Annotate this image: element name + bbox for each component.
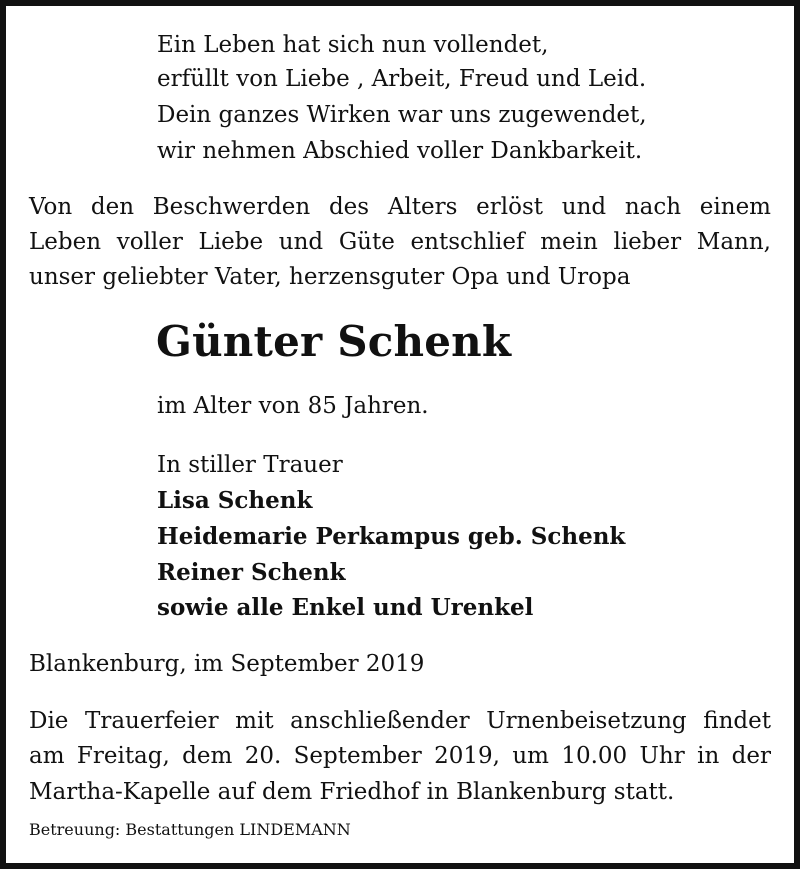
mourner-name: Reiner Schenk <box>157 559 346 586</box>
mourner-name: Lisa Schenk <box>157 487 313 514</box>
funeral-home-note: Betreuung: Bestattungen LINDEMANN <box>29 820 351 839</box>
place-date: Blankenburg, im September 2019 <box>29 651 425 677</box>
poem-line-3: Dein ganzes Wirken war uns zugewendet, <box>157 102 647 128</box>
age-line: im Alter von 85 Jahren. <box>157 393 429 419</box>
poem-line-4: wir nehmen Abschied voller Dankbarkeit. <box>157 138 643 164</box>
service-line-3: Martha-Kapelle auf dem Friedhof in Blankenburg statt. <box>29 779 675 805</box>
deceased-name: Günter Schenk <box>156 317 512 366</box>
mourner-name: sowie alle Enkel und Urenkel <box>157 594 534 621</box>
intro-line-1: Von den Beschwerden des Alters erlöst und nach einem <box>29 194 771 220</box>
mourner-name: Heidemarie Perkampus geb. Schenk <box>157 523 626 550</box>
poem-line-1: Ein Leben hat sich nun vollendet, <box>157 32 549 58</box>
intro-line-3: unser geliebter Vater, herzensguter Opa und Uropa <box>29 264 631 290</box>
service-line-1: Die Trauerfeier mit anschließender Urnenbeisetzung findet <box>29 708 771 734</box>
service-line-2: am Freitag, dem 20. September 2019, um 10.00 Uhr in der <box>29 743 771 769</box>
poem-line-2: erfüllt von Liebe , Arbeit, Freud und Leid. <box>157 66 647 92</box>
intro-line-2: Leben voller Liebe und Güte entschlief mein lieber Mann, <box>29 229 771 255</box>
mourning-heading: In stiller Trauer <box>157 452 343 478</box>
